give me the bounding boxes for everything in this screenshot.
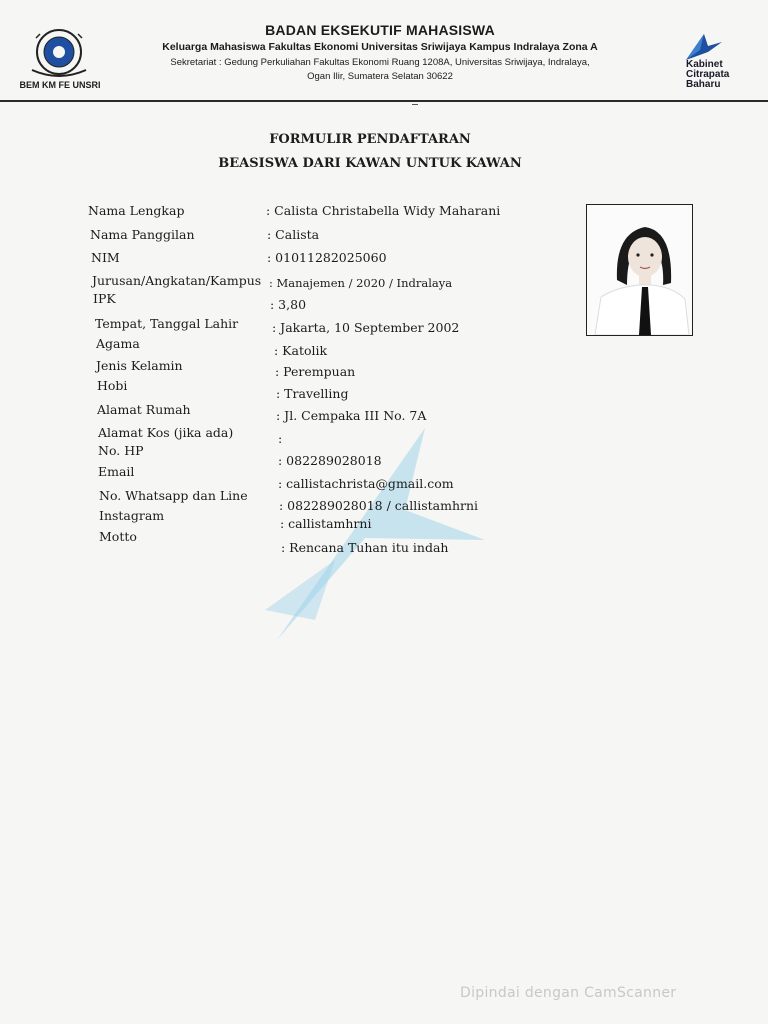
letterhead-address-line1: Sekretariat : Gedung Perkuliahan Fakultas Ekonomi Ruang 1208A, Universitas Sriwijaya, Indralaya, [170, 57, 590, 68]
field-label: Tempat, Tanggal Lahir [95, 316, 239, 331]
applicant-photo [586, 204, 693, 336]
person-portrait-icon [587, 205, 692, 335]
field-value: : 082289028018 / callistamhrni [279, 498, 479, 513]
field-value: : 082289028018 [278, 453, 382, 468]
field-label: Hobi [97, 378, 128, 393]
camscanner-watermark-text: Dipindai dengan CamScanner [460, 985, 677, 1001]
field-label: Nama Panggilan [90, 227, 195, 242]
form-subtitle: BEASISWA DARI KAWAN UNTUK KAWAN [218, 156, 522, 171]
field-label: Motto [99, 529, 137, 544]
field-value: : callistamhrni [280, 516, 372, 531]
field-value: : Calista Christabella Widy Maharani [266, 203, 501, 218]
field-label: Instagram [99, 508, 165, 523]
letterhead-title: BADAN EKSEKUTIF MAHASISWA [265, 22, 495, 38]
field-value: : Jl. Cempaka III No. 7A [276, 408, 427, 423]
field-label: Alamat Kos (jika ada) [98, 425, 234, 440]
field-value: : 01011282025060 [267, 250, 387, 265]
field-value: : Katolik [274, 343, 328, 358]
left-logo-caption: BEM KM FE UNSRI [19, 80, 101, 90]
field-value: : 3,80 [270, 297, 307, 312]
field-value: : Calista [267, 227, 320, 242]
field-label: Email [98, 464, 135, 479]
divider-mark [412, 104, 418, 105]
field-value: : callistachrista@gmail.com [278, 476, 454, 491]
right-logo-text: Kabinet Citrapata Baharu [686, 59, 730, 90]
field-label: No. HP [98, 443, 144, 458]
letterhead-subtitle: Keluarga Mahasiswa Fakultas Ekonomi Universitas Sriwijaya Kampus Indralaya Zona A [162, 41, 598, 53]
field-value: : Rencana Tuhan itu indah [281, 540, 449, 555]
field-label: Jurusan/Angkatan/Kampus [92, 273, 262, 288]
form-title: FORMULIR PENDAFTARAN [269, 132, 471, 147]
field-label: No. Whatsapp dan Line [99, 488, 248, 503]
field-value: : Travelling [276, 386, 349, 401]
field-value: : Jakarta, 10 September 2002 [272, 320, 460, 335]
field-label: Jenis Kelamin [96, 358, 183, 373]
letterhead-address-line2: Ogan Ilir, Sumatera Selatan 30622 [307, 71, 453, 82]
letterhead [0, 0, 768, 100]
field-value: : Perempuan [275, 364, 356, 379]
field-label: IPK [93, 291, 116, 306]
field-label: Alamat Rumah [97, 402, 191, 417]
field-label: Agama [96, 336, 140, 351]
field-label: Nama Lengkap [88, 203, 185, 218]
letterhead-divider [0, 100, 768, 102]
field-label: NIM [91, 250, 120, 265]
field-value: : Manajemen / 2020 / Indralaya [269, 276, 453, 290]
field-value: : [278, 431, 283, 446]
